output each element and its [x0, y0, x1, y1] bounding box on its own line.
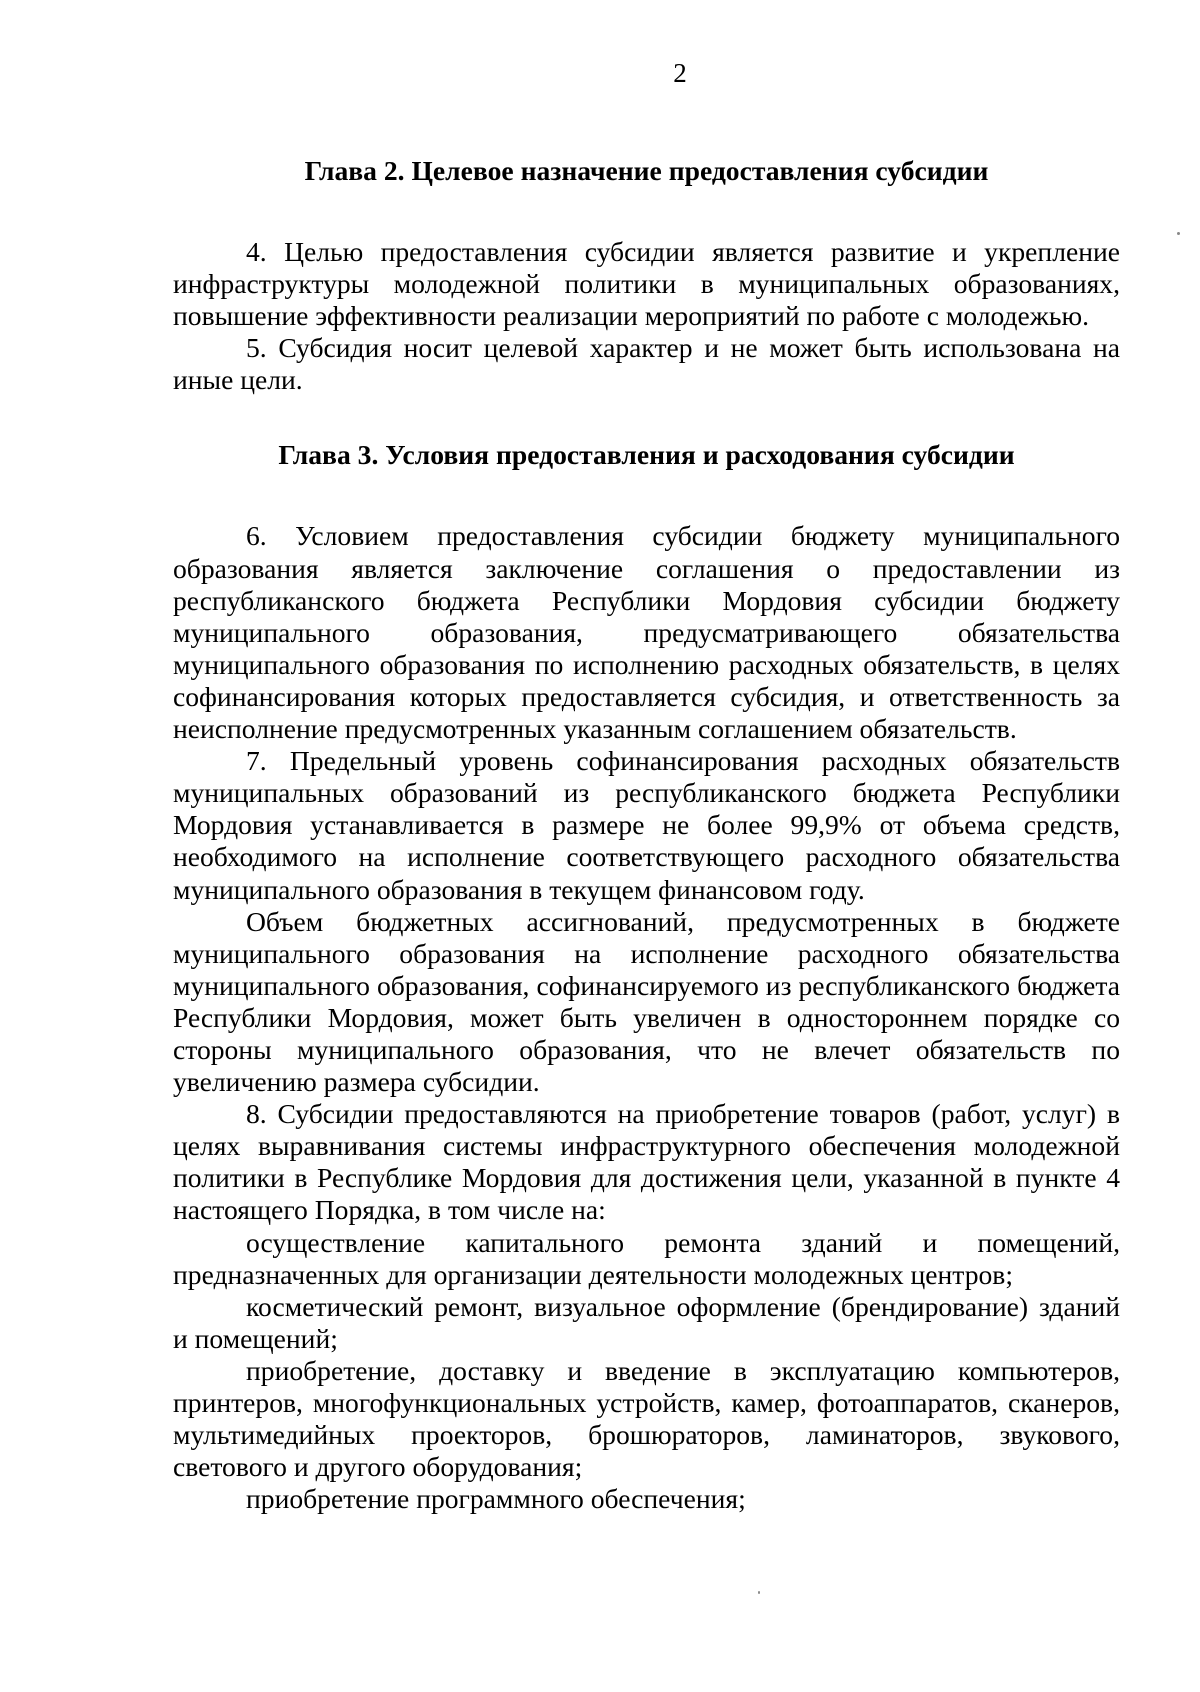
list-item-cosmetic-repair: косметический ремонт, визуальное оформление (брендирование) зданий и помещений; — [173, 1290, 1120, 1354]
paragraph-7-continued: Объем бюджетных ассигнований, предусмотренных в бюджете муниципального образования на исполнение расходного обязательства муниципального образования, софинансируемого из республиканского бюджета Республики Мордовия, может быть увеличен в одностороннем порядке со стороны муниципального образования, что не влечет обязательств по увеличению размера субсидии. — [173, 905, 1120, 1098]
list-item-capital-repair: осуществление капитального ремонта зданий и помещений, предназначенных для организации деятельности молодежных центров; — [173, 1226, 1120, 1290]
chapter-2-heading: Глава 2. Целевое назначение предоставления субсидии — [304, 155, 989, 186]
paragraph-8: 8. Субсидии предоставляются на приобретение товаров (работ, услуг) в целях выравнивания системы инфраструктурного обеспечения молодежной политики в Республике Мордовия для достижения цели, указанной в пункте 4 настоящего Порядка, в том числе на: — [173, 1098, 1120, 1226]
document-body — [173, 155, 1120, 1515]
list-item-equipment: приобретение, доставку и введение в эксплуатацию компьютеров, принтеров, многофункциональных устройств, камер, фотоаппаратов, сканеров, мультимедийных проекторов, брошюраторов, ламинаторов, звукового, светового и другого оборудования; — [173, 1354, 1120, 1483]
list-item-software: приобретение программного обеспечения; — [246, 1483, 746, 1515]
paragraph-6: 6. Условием предоставления субсидии бюджету муниципального образования является заключение соглашения о предоставлении из республиканского бюджета Республики Мордовия субсидии бюджету муниципального образования, предусматривающего обязательства муниципального образования по исполнению расходных обязательств, в целях софинансирования которых предоставляется субсидия, и ответственность за неисполнение предусмотренных указанным соглашением обязательств. — [173, 520, 1120, 745]
paragraph-5: 5. Субсидия носит целевой характер и не может быть использована на иные цели. — [173, 332, 1120, 396]
paragraph-7: 7. Предельный уровень софинансирования расходных обязательств муниципальных образований из республиканского бюджета Республики Мордовия устанавливается в размере не более 99,9% от объема средств, необходимого на исполнение соответствующего расходного обязательства муниципального образования в текущем финансовом году. — [173, 745, 1120, 905]
chapter-3-heading: Глава 3. Условия предоставления и расходования субсидии — [278, 439, 1015, 471]
page-number: 2 — [673, 58, 687, 88]
paragraph-4: 4. Целью предоставления субсидии является развитие и укрепление инфраструктуры молодежной политики в муниципальных образованиях, повышение эффективности реализации мероприятий по работе с молодежью. — [173, 236, 1120, 332]
scan-speck — [758, 1591, 760, 1594]
scan-speck — [1177, 232, 1180, 235]
